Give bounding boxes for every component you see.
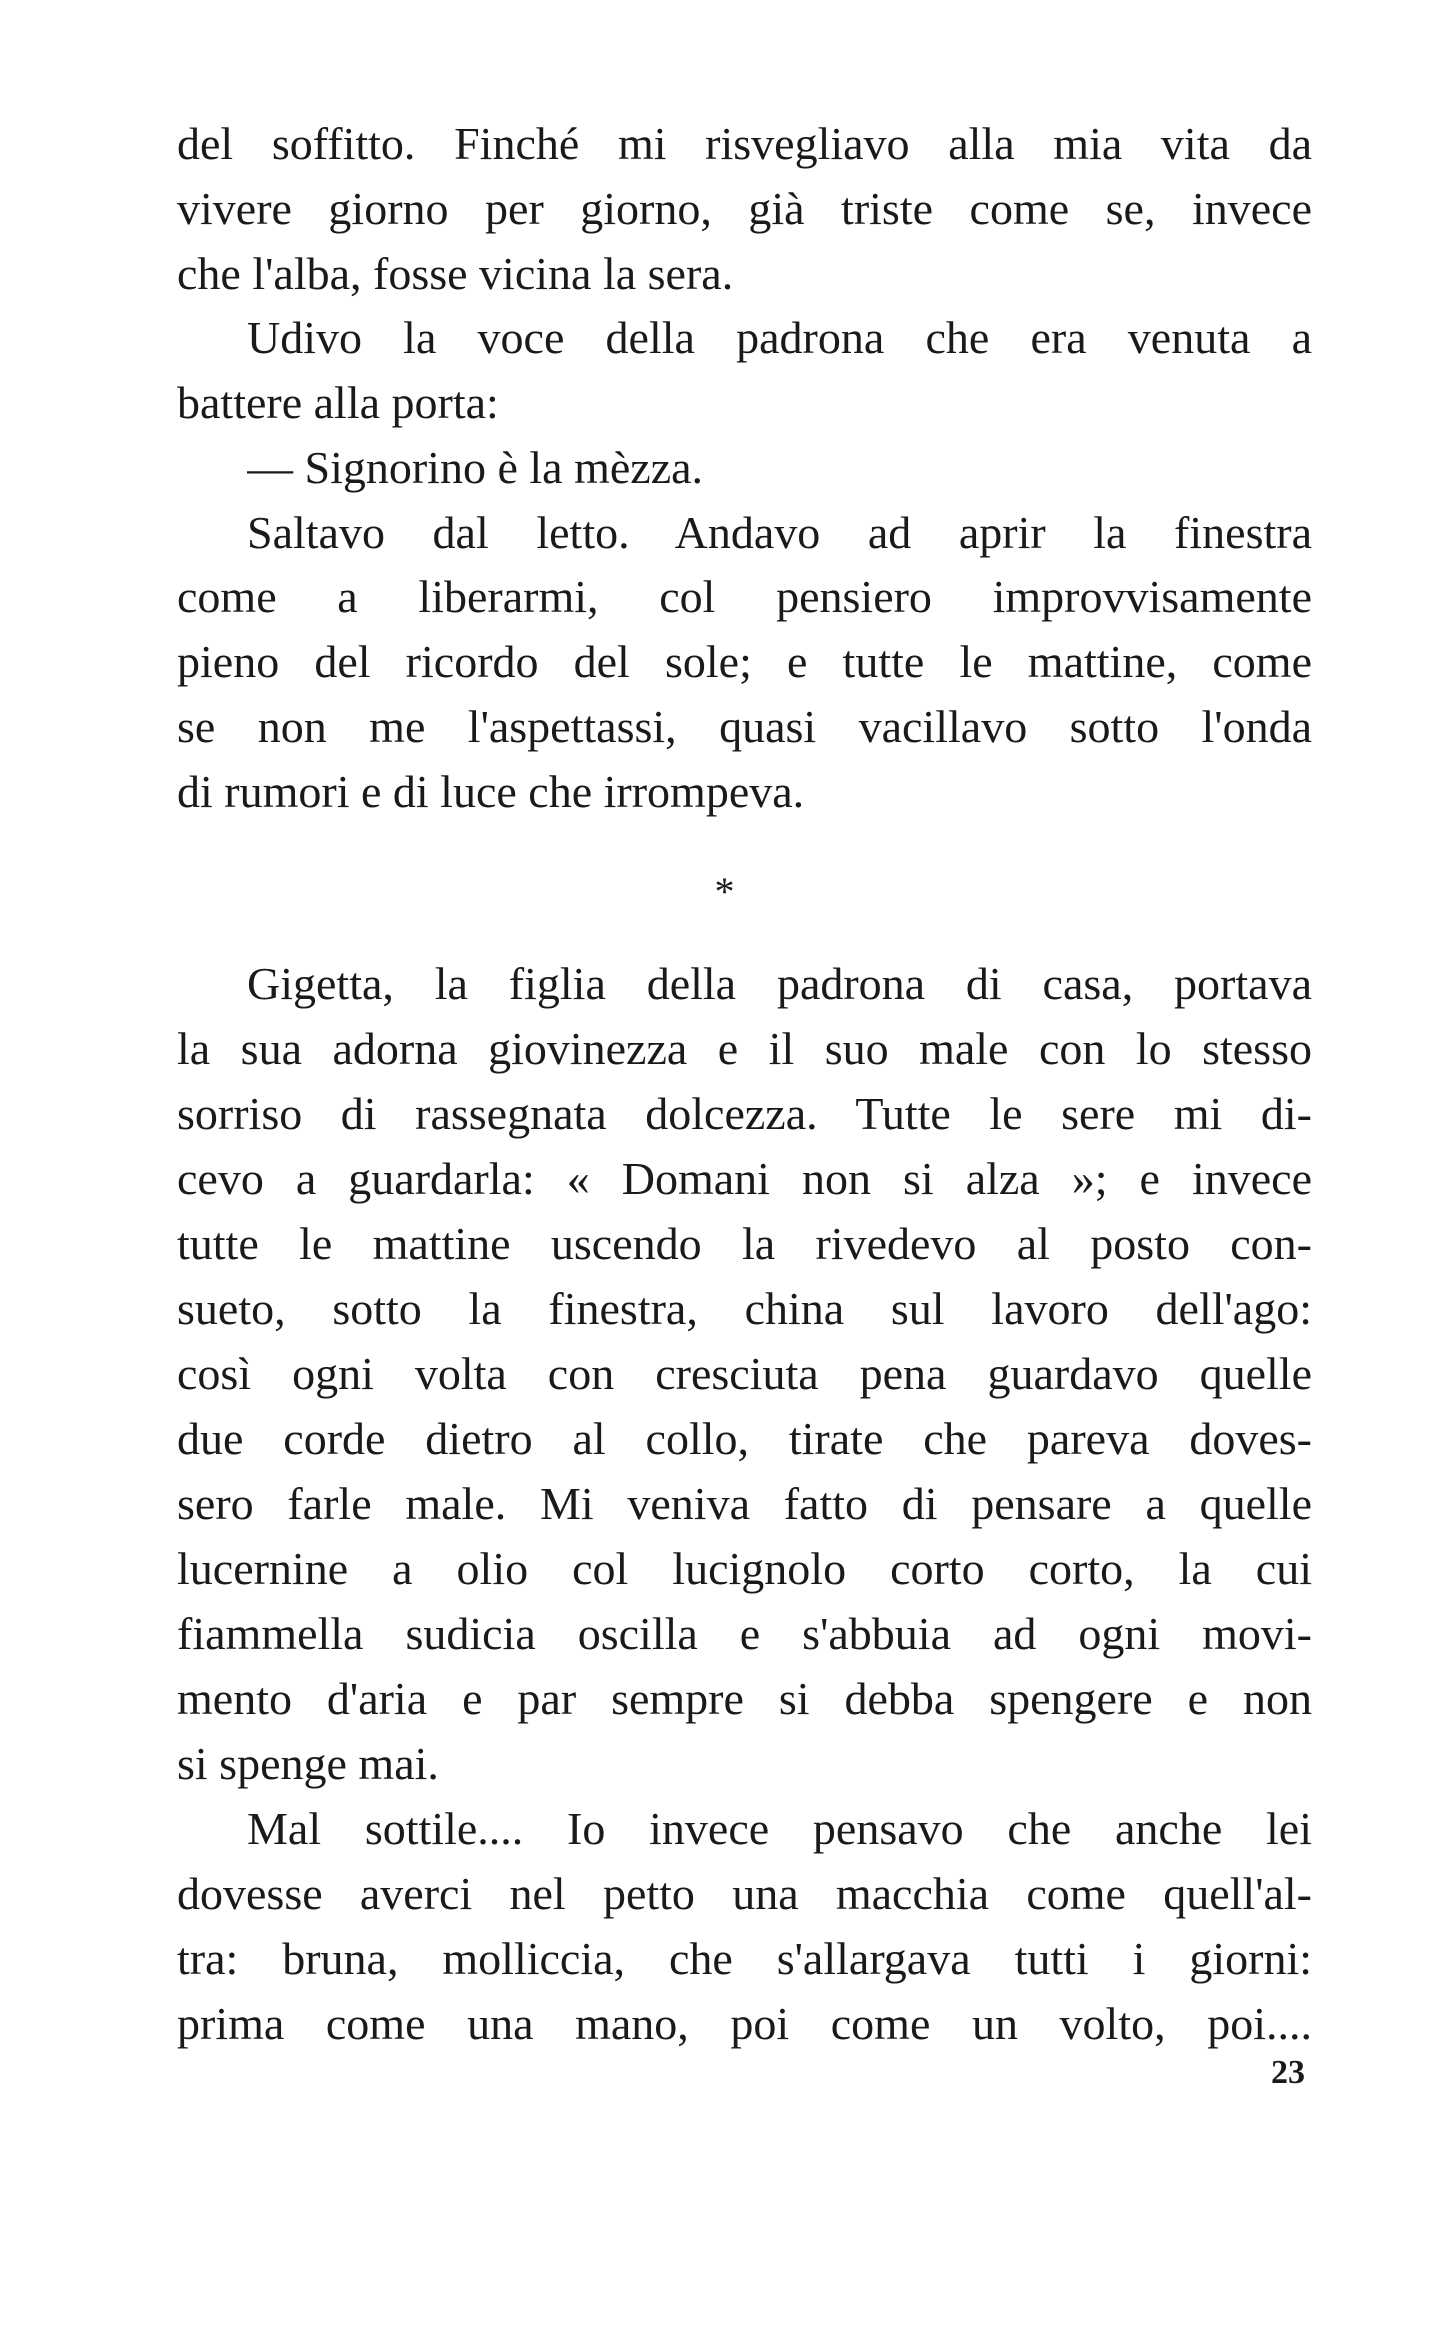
- text-line: vivere giorno per giorno, già triste come se, invece: [177, 183, 1312, 234]
- text-line: fiammella sudicia oscilla e s'abbuia ad ogni movi-: [177, 1608, 1312, 1659]
- text-line: se non me l'aspettassi, quasi vacillavo sotto l'onda: [177, 701, 1312, 752]
- text-line: dovesse averci nel petto una macchia come quell'al-: [177, 1868, 1312, 1919]
- text-line: Udivo la voce della padrona che era venuta a: [247, 312, 1312, 363]
- text-line: si spenge mai.: [177, 1738, 439, 1789]
- text-line: del soffitto. Finché mi risvegliavo alla mia vita da: [177, 118, 1312, 169]
- text-line: così ogni volta con cresciuta pena guardavo quelle: [177, 1348, 1312, 1399]
- text-line: tra: bruna, molliccia, che s'allargava tutti i giorni:: [177, 1933, 1312, 1984]
- text-line: Mal sottile.... Io invece pensavo che anche lei: [247, 1803, 1312, 1854]
- text-line: Gigetta, la figlia della padrona di casa, portava: [247, 958, 1312, 1009]
- text-line: di rumori e di luce che irrompeva.: [177, 766, 805, 817]
- text-line: mento d'aria e par sempre si debba spengere e non: [177, 1673, 1312, 1724]
- text-line: tutte le mattine uscendo la rivedevo al posto con-: [177, 1218, 1312, 1269]
- text-line: Saltavo dal letto. Andavo ad aprir la finestra: [247, 507, 1312, 558]
- page-number: 23: [1271, 2054, 1305, 2091]
- text-line: sero farle male. Mi veniva fatto di pensare a quelle: [177, 1478, 1312, 1529]
- dialogue-line: — Signorino è la mèzza.: [247, 442, 704, 493]
- text-line: pieno del ricordo del sole; e tutte le mattine, come: [177, 636, 1312, 687]
- text-line: come a liberarmi, col pensiero improvvisamente: [177, 571, 1312, 622]
- text-line: la sua adorna giovinezza e il suo male con lo stesso: [177, 1023, 1312, 1074]
- text-line: sueto, sotto la finestra, china sul lavoro dell'ago:: [177, 1283, 1312, 1334]
- section-separator: *: [714, 869, 735, 914]
- text-line: due corde dietro al collo, tirate che pareva doves-: [177, 1413, 1312, 1464]
- text-line: lucernine a olio col lucignolo corto corto, la cui: [177, 1543, 1312, 1594]
- text-line: prima come una mano, poi come un volto, poi....: [177, 1998, 1312, 2049]
- text-line: che l'alba, fosse vicina la sera.: [177, 248, 734, 299]
- text-line: battere alla porta:: [177, 377, 499, 428]
- text-line: cevo a guardarla: « Domani non si alza »; e invece: [177, 1153, 1312, 1204]
- text-line: sorriso di rassegnata dolcezza. Tutte le sere mi di-: [177, 1088, 1312, 1139]
